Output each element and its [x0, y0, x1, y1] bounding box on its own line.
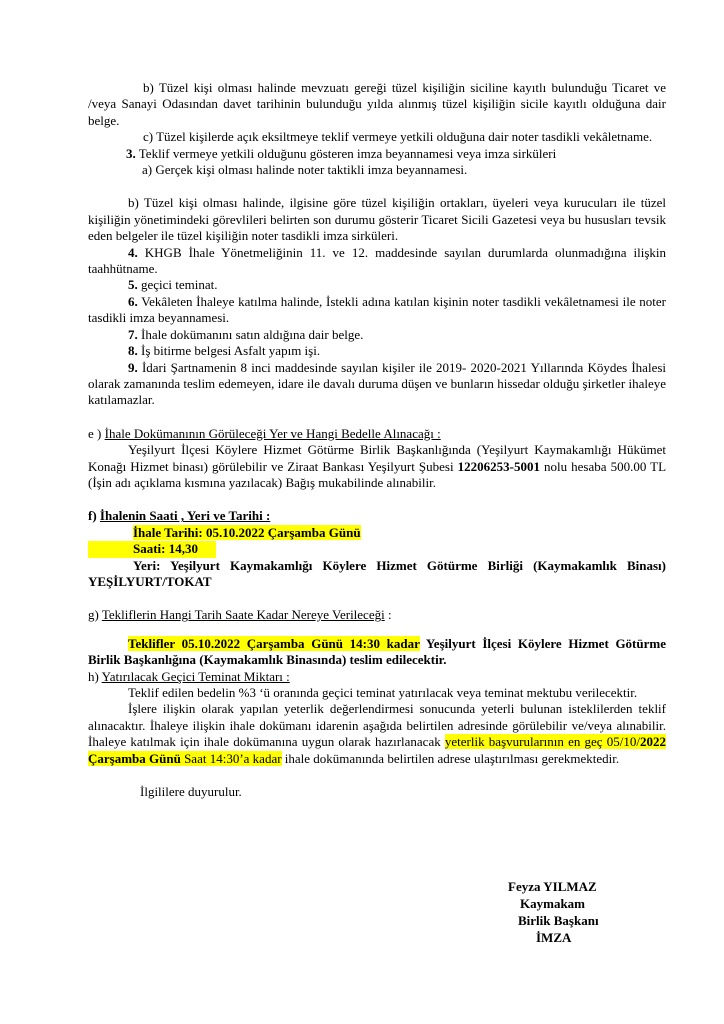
- item-3-b: [88, 195, 666, 244]
- list-item-c: [88, 129, 666, 145]
- item-4: [88, 245, 666, 278]
- section-f-heading: [88, 508, 666, 524]
- section-h-body-2: [88, 701, 666, 767]
- signature-block: [508, 878, 599, 946]
- list-item-c-text: c) Tüzel kişilerde açık eksiltmeye teklif vermeye yetkili olduğuna dair noter tasdikli vekâletname.: [143, 129, 653, 145]
- item-6-text: Vekâleten İhaleye katılma halinde, İstekli adına katılan kişinin noter tasdikli vekâletnamesi ile noter tasdikli imza beyannamesi.: [88, 293, 667, 326]
- item-3-a: [88, 162, 666, 178]
- item-3-text: Teklif vermeye yetkili olduğunu gösteren imza beyannamesi veya imza sirküleri: [138, 145, 557, 161]
- item-7-number: 7.: [128, 326, 138, 342]
- section-e-text-cont: nolu hesaba 500.00 TL (İşin adı açıklama kısmına yazılacak) Bağış mukabilinde alınabilir.: [88, 458, 667, 490]
- application-day: Çarşamba Günü: [88, 750, 181, 766]
- spacer: [88, 178, 666, 195]
- section-e-body: [88, 442, 666, 491]
- section-g-title: Tekliflerin Hangi Tarih Saate Kadar Nereye Verileceği: [101, 607, 385, 623]
- section-e-text: Yeşilyurt İlçesi Köylere Hizmet Götürme Birlik Başkanlığında (Yeşilyurt Kaymakamlığı Hükümet Konağı Hizmet binası) görülebilir ve Ziraat Bankası Yeşilyurt Şubesi: [88, 442, 666, 474]
- notice-text: İlgililere duyurulur.: [140, 784, 242, 800]
- section-e-prefix: e ): [88, 425, 102, 441]
- signatory-name: Feyza YILMAZ: [508, 879, 597, 894]
- item-7-text: İhale dokümanını satın aldığına dair belge.: [141, 326, 364, 342]
- item-8: [88, 343, 666, 359]
- document-body: [88, 80, 666, 800]
- section-h-body-1: [88, 685, 666, 701]
- item-3-a-text: a) Gerçek kişi olması halinde noter taktikli imza beyannamesi.: [142, 162, 468, 178]
- section-g-heading: [88, 607, 666, 623]
- section-g-colon: :: [384, 607, 392, 623]
- section-g-body: [88, 636, 666, 669]
- section-h-text-3: ihale dokümanında belirtilen adrese ulaştırılması gerekmektedir.: [281, 750, 620, 766]
- item-3-number: 3.: [126, 145, 136, 161]
- spacer: [88, 590, 666, 607]
- signatory-role: Birlik Başkanı: [518, 913, 599, 928]
- application-deadline: yeterlik başvurularının en geç 05/10/: [444, 734, 640, 750]
- item-4-text: KHGB İhale Yönetmeliğinin 11. ve 12. maddesinde sayılan durumlarda olunmadığına ilişkin taahhütname.: [88, 244, 667, 277]
- list-item-b: [88, 80, 666, 129]
- item-5-number: 5.: [128, 277, 138, 293]
- signature-label: İMZA: [536, 930, 572, 945]
- signatory-title: Kaymakam: [520, 896, 585, 911]
- tender-time: Saati: 14,30: [88, 541, 216, 557]
- section-e-title: İhale Dokümanının Görüleceği Yer ve Hangi Bedelle Alınacağı :: [104, 425, 441, 441]
- section-f-place: [88, 558, 666, 591]
- notice: [88, 784, 666, 800]
- tender-place: Yeri: Yeşilyurt Kaymakamlığı Köylere Hizmet Götürme Birliği (Kaymakamlık Binası) YEŞİLYURT/TOKAT: [88, 557, 666, 589]
- item-3-b-text: b) Tüzel kişi olması halinde, ilgisine göre tüzel kişiliğin ortakları, üyeleri veya kurucuları ile tüzel kişiliğin yönetimindeki görevlileri belirten son durumu gösterir Ticaret Sicili Gazetesi veya bu hususları tevsik eden belgeler ile tüzel kişiliğin noter tasdikli imza sirküleri.: [88, 195, 666, 244]
- section-h-text-2: İşlere ilişkin olarak yapılan yeterlik değerlendirmesi sonucunda yeterli bulunan isteklilerden teklif alınacaktır. İhaleye ilişkin ihale dokümanı idarenin aşağıda belirtilen adresinde görülebilir ve/veya alınabilir. İhaleye katılmak için ihale dokümanına uygun olarak hazırlanacak: [88, 701, 666, 750]
- item-6: [88, 294, 666, 327]
- spacer: [88, 409, 666, 426]
- section-h-prefix: h): [88, 668, 99, 684]
- item-9: [88, 360, 666, 409]
- item-3: [88, 146, 666, 162]
- item-5: [88, 277, 666, 293]
- list-item-b-text: b) Tüzel kişi olması halinde mevzuatı gereği tüzel kişiliğin siciline kayıtlı bulunduğu Ticaret ve /veya Sanayi Odasından davet tarihinin bulunduğu yılda alınmış tüzel kişiliğin sicile kayıtlı olduğuna dair belge.: [88, 80, 666, 128]
- application-time: Saat 14:30’a kadar: [180, 750, 282, 766]
- section-h-heading: [88, 669, 666, 685]
- spacer: [88, 491, 666, 508]
- spacer: [88, 767, 666, 784]
- item-4-number: 4.: [128, 244, 138, 260]
- item-7: [88, 327, 666, 343]
- application-year: 2022: [639, 734, 666, 750]
- tender-date: İhale Tarihi: 05.10.2022 Çarşamba Günü: [133, 524, 361, 540]
- section-f-prefix: f): [88, 508, 97, 524]
- item-5-text: geçici teminat.: [141, 277, 218, 293]
- item-6-number: 6.: [128, 293, 138, 309]
- section-f-time: [88, 541, 666, 557]
- item-8-text: İş bitirme belgesi Asfalt yapım işi.: [141, 343, 321, 359]
- bank-account-number: 12206253-5001: [457, 458, 540, 474]
- item-9-text: İdari Şartnamenin 8 inci maddesinde sayılan kişiler ile 2019- 2020-2021 Yıllarında Köydes İhalesi olarak zamanında teslim edemeyen, idare ile davalı duruma düşen ve bunların hissedar olduğu şirketler ihaleye katılamazlar.: [88, 359, 667, 408]
- item-9-number: 9.: [128, 359, 138, 375]
- section-e-heading: [88, 426, 666, 442]
- submission-deadline: Teklifler 05.10.2022 Çarşamba Günü 14:30 kadar: [128, 635, 420, 651]
- section-f-date: [88, 525, 666, 541]
- item-8-number: 8.: [128, 343, 138, 359]
- section-h-text: Teklif edilen bedelin %3 ‘ü oranında geçici teminat yatırılacak veya teminat mektubu verilecektir.: [128, 685, 638, 700]
- section-f-title: İhalenin Saati , Yeri ve Tarihi :: [99, 508, 271, 524]
- submission-place: Yeşilyurt İlçesi Köylere Hizmet Götürme Birlik Başkanlığına (Kaymakamlık Binasında) teslim edilecektir.: [88, 635, 666, 668]
- spacer: [88, 624, 666, 636]
- section-h-title: Yatırılacak Geçici Teminat Miktarı :: [101, 668, 290, 684]
- section-g-prefix: g): [88, 607, 99, 623]
